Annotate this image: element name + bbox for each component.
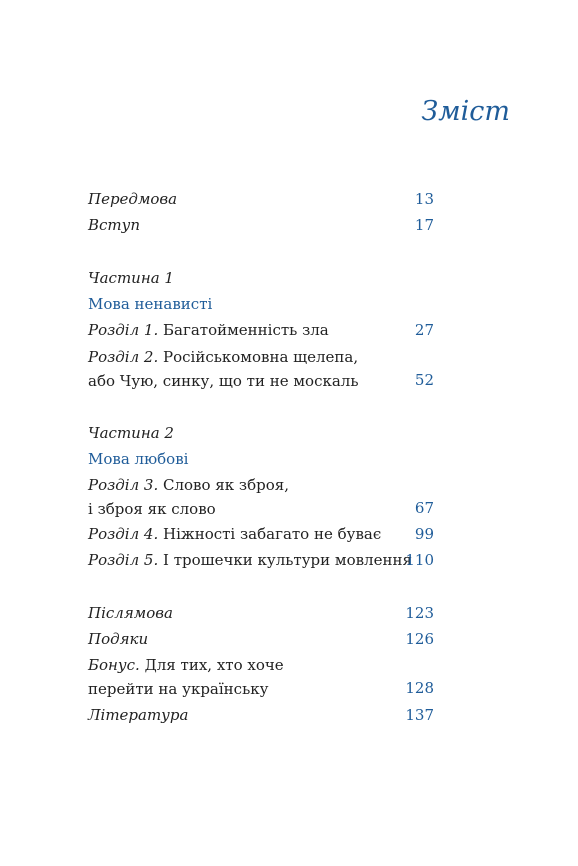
toc-entry-ch3[interactable] (88, 473, 289, 521)
toc-ch3-label: Розділ 3. (88, 476, 159, 494)
toc-ch2-label: Розділ 2. (88, 348, 159, 366)
toc-bonus-label: Бонус. (88, 656, 140, 674)
toc-ch3-title-line1: Слово як зброя, (158, 476, 289, 494)
toc-page-ch1: 27 (414, 321, 434, 339)
toc-page-ch4: 99 (414, 525, 434, 543)
toc-page-thanks: 126 (405, 630, 434, 648)
toc-entry-intro[interactable]: Вступ (88, 216, 141, 234)
page-title: Зміст (421, 96, 510, 127)
toc-ch5-title: І трошечки культури мовлення (158, 551, 412, 569)
toc-page-literature: 137 (405, 706, 434, 724)
toc-page-ch3: 67 (414, 499, 434, 517)
toc-part1-label: Частина 1 (88, 269, 174, 287)
toc-ch4-title: Ніжності забагато не буває (158, 525, 382, 543)
toc-bonus-title-line1: Для тих, хто хоче (139, 656, 284, 674)
toc-entry-foreword[interactable]: Передмова (88, 190, 178, 208)
toc-ch1-title: Багатойменність зла (158, 321, 329, 339)
toc-ch1-label: Розділ 1. (88, 321, 159, 339)
toc-entry-bonus[interactable] (88, 653, 284, 701)
toc-entry-ch4[interactable] (88, 522, 381, 546)
toc-entry-ch2[interactable] (88, 345, 358, 393)
toc-part2-name[interactable]: Мова любові (88, 450, 189, 468)
toc-entry-thanks[interactable]: Подяки (88, 630, 149, 648)
toc-ch3-title-line2: і зброя як слово (88, 500, 216, 518)
toc-ch4-label: Розділ 4. (88, 525, 159, 543)
toc-entry-afterword[interactable]: Післямова (88, 604, 173, 622)
toc-page-foreword: 13 (414, 190, 434, 208)
toc-bonus-title-line2: перейти на українську (88, 680, 269, 698)
toc-entry-literature[interactable]: Література (88, 706, 189, 724)
toc-entry-ch1[interactable] (88, 318, 329, 342)
toc-page-bonus: 128 (405, 679, 434, 697)
toc-ch2-title-line2: або Чую, синку, що ти не москаль (88, 372, 359, 390)
toc-ch5-label: Розділ 5. (88, 551, 159, 569)
toc-page-ch2: 52 (414, 371, 434, 389)
toc-page-ch5: 110 (405, 551, 434, 569)
toc-page-afterword: 123 (405, 604, 434, 622)
toc-ch2-title-line1: Російськомовна щелепа, (158, 348, 359, 366)
toc-entry-ch5[interactable] (88, 548, 412, 572)
toc-page-intro: 17 (414, 216, 434, 234)
toc-part1-name[interactable]: Мова ненависті (88, 295, 213, 313)
toc-part2-label: Частина 2 (88, 424, 174, 442)
